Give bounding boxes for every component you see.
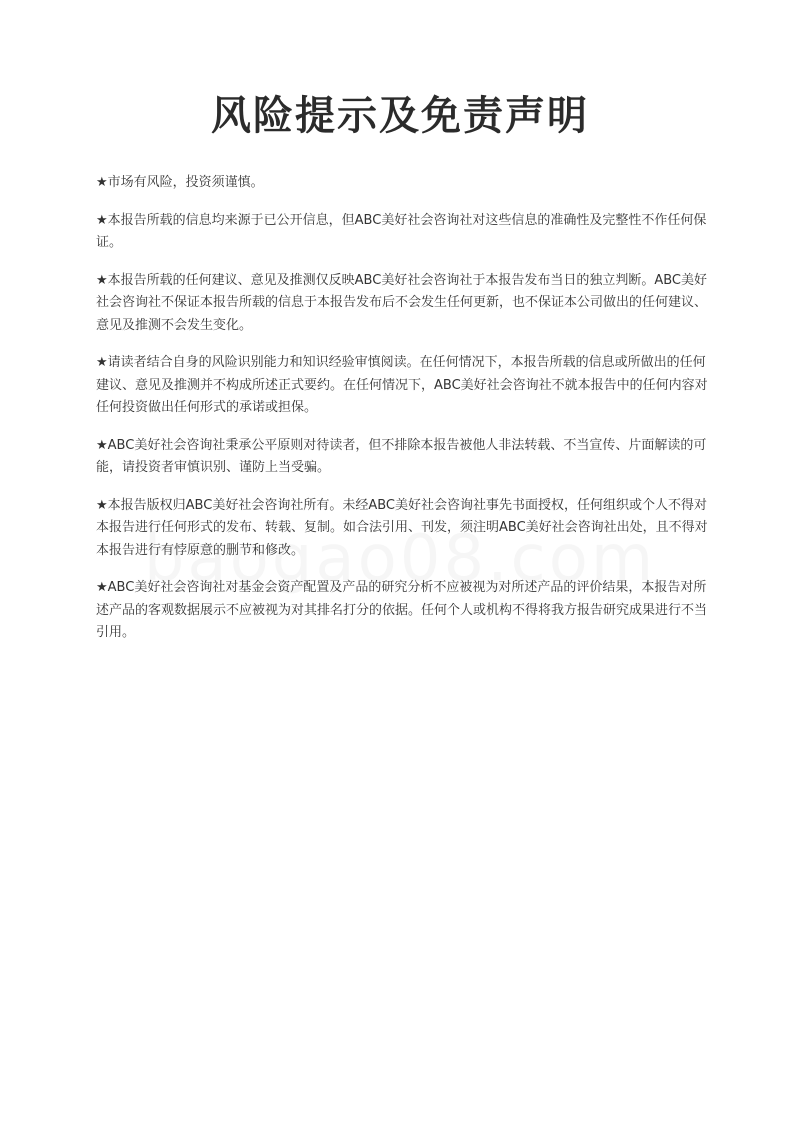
disclaimer-paragraph: ★本报告所载的信息均来源于已公开信息，但ABC美好社会咨询社对这些信息的准确性及完整性不作任何保证。 (96, 212, 707, 250)
disclaimer-paragraph: ★本报告所载的任何建议、意见及推测仅反映ABC美好社会咨询社于本报告发布当日的独立判断。ABC美好社会咨询社不保证本报告所载的信息于本报告发布后不会发生任何更新，也不保证本公司做出的任何建议、意见及推测不会发生变化。 (96, 272, 708, 333)
disclaimer-paragraph: ★市场有风险，投资须谨慎。 (96, 175, 264, 190)
disclaimer-paragraph: ★ABC美好社会咨询社对基金会资产配置及产品的研究分析不应被视为对所述产品的评价结果，本报告对所述产品的客观数据展示不应被视为对其排名打分的依据。任何个人或机构不得将我方报告研究成果进行不当引用。 (96, 580, 708, 640)
disclaimer-paragraph: ★请读者结合自身的风险识别能力和知识经验审慎阅读。在任何情况下，本报告所载的信息或所做出的任何建议、意见及推测并不构成所述正式要约。在任何情况下，ABC美好社会咨询社不就本报告中的任何内容对任何投资做出任何形式的承诺或担保。 (96, 355, 708, 415)
disclaimer-body (96, 172, 708, 660)
page-title: 风险提示及免责声明 (211, 92, 589, 139)
disclaimer-paragraph: ★ABC美好社会咨询社秉承公平原则对待读者，但不排除本报告被他人非法转载、不当宣传、片面解读的可能，请投资者审慎识别、谨防上当受骗。 (96, 437, 707, 475)
disclaimer-paragraph: ★本报告版权归ABC美好社会咨询社所有。未经ABC美好社会咨询社事先书面授权，任何组织或个人不得对本报告进行任何形式的发布、转载、复制。如合法引用、刊发，须注明ABC美好社会咨询社出处，且不得对本报告进行有悖原意的删节和修改。 (96, 497, 708, 558)
